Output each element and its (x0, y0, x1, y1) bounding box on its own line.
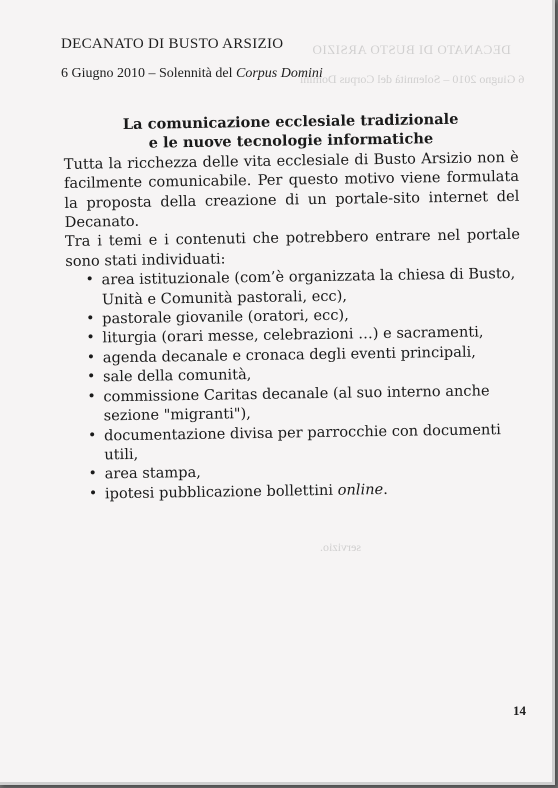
header-date (61, 66, 323, 82)
header-organization: DECANATO DI BUSTO ARSIZIO (61, 36, 284, 52)
list-item-text: area istituzionale (com’è organizzata la chiesa di Busto, Unità e Comunità pastorali, ecc), (101, 265, 516, 309)
bullet-icon: • (88, 485, 98, 502)
bullet-icon: • (87, 388, 96, 405)
header-date-text: 6 Giugno 2010 – Solennità del (61, 66, 236, 81)
page-number: 14 (513, 703, 526, 718)
list-item-italic: online (337, 480, 384, 499)
bleed-through-text: 6 Giugno 2010 – Solennità del Corpus Domini (300, 72, 525, 86)
article-title-line-1: La comunicazione ecclesiale tradizionale (122, 110, 459, 134)
bullet-icon: • (86, 310, 95, 327)
bullet-icon: • (86, 349, 96, 366)
bullet-icon: • (86, 329, 95, 347)
bullet-icon: • (85, 271, 94, 288)
list-item-text: ipotesi pubblicazione bollettini (104, 481, 338, 503)
list-item-text: agenda decanale e cronaca degli eventi principali, (102, 343, 476, 367)
list-item-suffix: . (383, 480, 388, 498)
list-item-text: documentazione divisa per parrocchie con documenti utili, (103, 420, 501, 464)
paragraph-topics: Tra i temi e i contenuti che potrebbero entrare nel portale sono stati individuati: (64, 226, 521, 270)
list-item-text: area stampa, (104, 464, 201, 483)
list-item (87, 381, 523, 427)
list-item (85, 264, 521, 310)
article-body (63, 109, 524, 504)
list-item-text: pastorale giovanile (oratori, ecc), (102, 306, 349, 328)
bleed-through-text: servizio. (320, 540, 361, 554)
list-item (88, 419, 524, 465)
bleed-through-text: DECANATO DI BUSTO ARSIZIO (312, 42, 511, 57)
header-date-feast: Corpus Domini (236, 66, 323, 81)
bullet-icon: • (86, 368, 96, 385)
paragraph-intro: Tutta la ricchezza delle vita ecclesiale di Busto Arsizio non è facilmente comunicabile. Per questo motivo viene formulata la proposta della creazione di un portale-sito internet del Decanato. (63, 148, 520, 232)
list-item-text: commissione Caritas decanale (al suo interno anche sezione "migranti"), (103, 382, 490, 425)
bullet-icon: • (88, 465, 98, 482)
list-item-text: liturgia (orari messe, celebrazioni …) e sacramenti, (102, 323, 484, 347)
article-title-line-2: e le nuove tecnologie informatiche (148, 130, 434, 153)
bullet-icon: • (87, 427, 97, 444)
topics-list (65, 264, 524, 504)
list-item-text: sale della comunità, (102, 366, 252, 386)
